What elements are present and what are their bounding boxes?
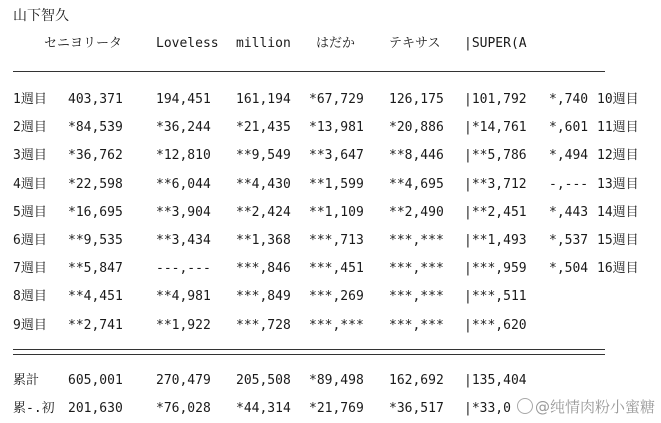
sales-cell: **2,424 — [236, 204, 291, 220]
extra-week-label: 10週目 — [597, 92, 639, 107]
totals-cell: *76,028 — [156, 401, 211, 416]
sales-cell: **9,535 — [68, 233, 123, 248]
sales-cell: |***,959 — [464, 261, 527, 277]
sales-cell: ***,*** — [389, 233, 444, 248]
extra-week-label: 12週目 — [597, 148, 639, 164]
sales-cell: ***,728 — [236, 317, 291, 333]
sales-cell: ***,*** — [389, 261, 444, 277]
week-label: 7週目 — [13, 261, 47, 277]
column-header: テキサス — [389, 36, 441, 51]
page-title: 山下智久 — [13, 8, 69, 24]
extra-week-label: 13週目 — [597, 176, 639, 192]
sales-cell: ***,*** — [389, 289, 444, 305]
sales-cell: *21,435 — [236, 120, 291, 136]
extra-sales-cell: *,601 — [549, 120, 589, 136]
sales-cell: ***,*** — [389, 317, 444, 333]
extra-week-label: 11週目 — [597, 120, 639, 136]
weibo-icon — [517, 398, 533, 414]
sales-cell: **6,044 — [156, 176, 211, 192]
week-label: 4週目 — [13, 176, 47, 192]
sales-cell: |**1,493 — [464, 233, 527, 248]
sales-cell: **9,549 — [236, 148, 291, 164]
sales-cell: 194,451 — [156, 92, 211, 107]
sales-cell: ***,269 — [309, 289, 364, 305]
sales-cell: **4,695 — [389, 176, 444, 192]
sales-cell: |101,792 — [464, 92, 527, 107]
sales-cell: **8,446 — [389, 148, 444, 164]
sales-cell: **3,434 — [156, 233, 211, 248]
totals-cell: 201,630 — [68, 401, 123, 416]
sales-cell: **1,368 — [236, 233, 291, 248]
extra-sales-cell: *,504 — [549, 261, 589, 277]
week-label: 5週目 — [13, 204, 47, 220]
extra-sales-cell: *,740 — [549, 92, 589, 107]
totals-cell: *36,517 — [389, 401, 444, 416]
sales-cell: ***,*** — [309, 317, 364, 333]
week-label: 2週目 — [13, 120, 47, 136]
extra-week-label: 14週目 — [597, 204, 639, 220]
sales-cell: **3,904 — [156, 204, 211, 220]
column-header: Loveless — [156, 36, 219, 51]
sales-cell: |***,620 — [464, 317, 527, 333]
sales-cell: *22,598 — [68, 176, 123, 192]
extra-sales-cell: *,443 — [549, 204, 589, 220]
column-header: はだか — [316, 36, 356, 51]
sales-cell: ***,713 — [309, 233, 364, 248]
totals-label: 累計 — [13, 373, 40, 388]
sales-cell: |*14,761 — [464, 120, 527, 136]
sales-cell: *36,762 — [68, 148, 123, 164]
sales-cell: *12,810 — [156, 148, 211, 164]
sales-cell: |**3,712 — [464, 176, 527, 192]
week-label: 9週目 — [13, 317, 47, 333]
totals-cell: 162,692 — [389, 373, 444, 388]
sales-cell: **4,451 — [68, 289, 123, 305]
sales-cell: *84,539 — [68, 120, 123, 136]
totals-cell: 205,508 — [236, 373, 291, 388]
watermark-text: @纯情肉粉小蜜糖 — [534, 398, 655, 416]
double-separator — [13, 349, 605, 355]
totals-cell: *21,769 — [309, 401, 364, 416]
sales-cell: **5,847 — [68, 261, 123, 277]
extra-sales-cell: *,494 — [549, 148, 589, 164]
week-label: 8週目 — [13, 289, 47, 305]
dash-separator — [13, 71, 605, 72]
sales-cell: **1,922 — [156, 317, 211, 333]
week-label: 1週目 — [13, 92, 47, 107]
sales-cell: |**2,451 — [464, 204, 527, 220]
column-header: セニヨリータ — [44, 36, 123, 51]
extra-week-label: 15週目 — [597, 233, 639, 248]
sales-cell: 403,371 — [68, 92, 123, 107]
watermark — [517, 396, 655, 417]
sales-cell: **2,741 — [68, 317, 123, 333]
totals-cell: 605,001 — [68, 373, 123, 388]
totals-label: 累-.初 — [13, 401, 55, 416]
sales-cell: |***,511 — [464, 289, 527, 305]
extra-sales-cell: -,--- — [549, 176, 589, 192]
week-label: 3週目 — [13, 148, 47, 164]
sales-cell: **1,599 — [309, 176, 364, 192]
column-header: million — [236, 36, 291, 51]
sales-cell: **1,109 — [309, 204, 364, 220]
column-header: |SUPER(A — [464, 36, 527, 51]
totals-cell: *89,498 — [309, 373, 364, 388]
sales-cell: **2,490 — [389, 204, 444, 220]
sales-cell: **3,647 — [309, 148, 364, 164]
extra-week-label: 16週目 — [597, 261, 639, 277]
sales-cell: 126,175 — [389, 92, 444, 107]
totals-cell: 270,479 — [156, 373, 211, 388]
sales-cell: *20,886 — [389, 120, 444, 136]
sales-cell: **4,430 — [236, 176, 291, 192]
sales-cell: ***,846 — [236, 261, 291, 277]
sales-cell: 161,194 — [236, 92, 291, 107]
sales-cell: ---,--- — [156, 261, 211, 277]
sales-cell: *13,981 — [309, 120, 364, 136]
week-label: 6週目 — [13, 233, 47, 248]
sales-cell: ***,849 — [236, 289, 291, 305]
sales-cell: *36,244 — [156, 120, 211, 136]
totals-cell: *44,314 — [236, 401, 291, 416]
totals-cell: |135,404 — [464, 373, 527, 388]
extra-sales-cell: *,537 — [549, 233, 589, 248]
sales-cell: **4,981 — [156, 289, 211, 305]
sales-cell: ***,451 — [309, 261, 364, 277]
sales-cell: *16,695 — [68, 204, 123, 220]
sales-cell: |**5,786 — [464, 148, 527, 164]
totals-cell: |*33,0 — [464, 401, 511, 416]
sales-cell: *67,729 — [309, 92, 364, 107]
